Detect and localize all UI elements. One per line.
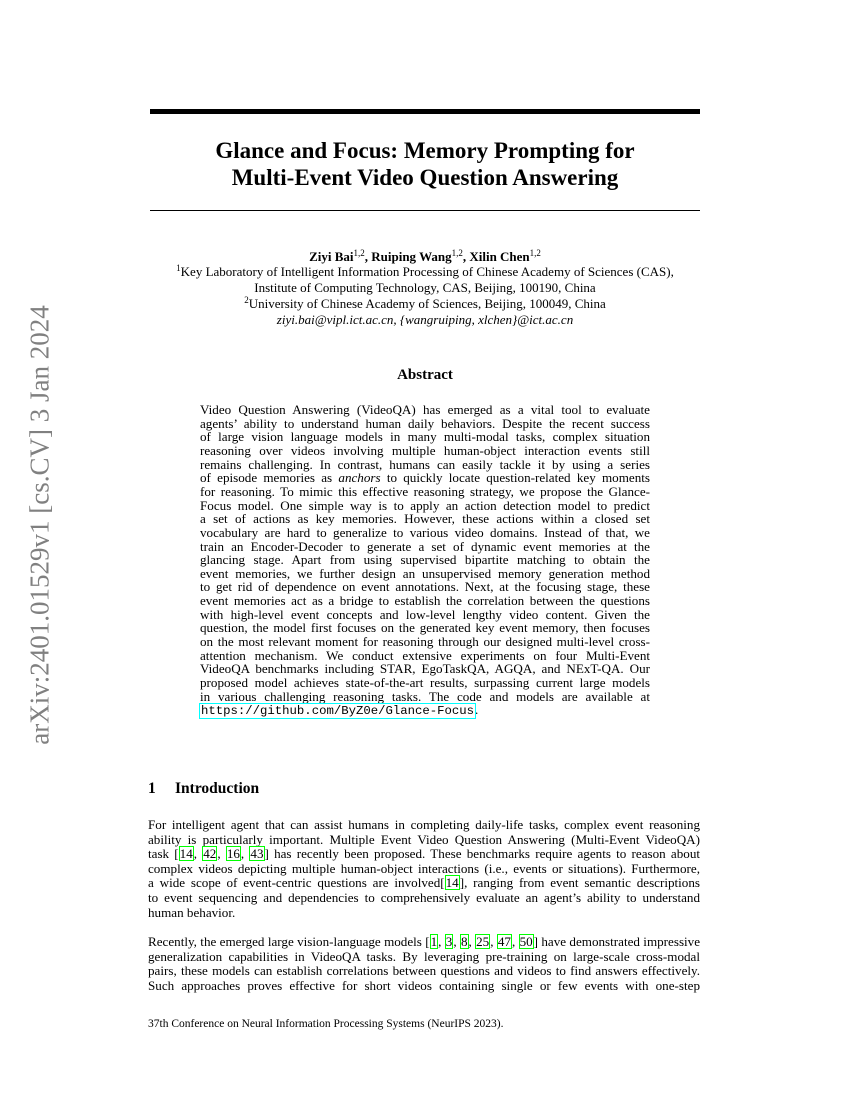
text-line — [148, 906, 700, 920]
text-run: Such approaches proves effective for short videos containing single or few events with one-step — [148, 977, 700, 993]
affiliation-2 — [150, 296, 700, 312]
text-run: in various challenging reasoning tasks. The code and models are available at — [200, 688, 650, 704]
title-bottom-rule — [150, 210, 700, 211]
text-run: , — [438, 934, 445, 949]
citation-link[interactable]: 1 — [430, 934, 438, 949]
text-run: a set of actions as key memories. However, these actions within a closed set — [200, 511, 650, 527]
text-run: , — [240, 846, 250, 862]
citation-link[interactable]: 3 — [445, 934, 453, 949]
author-list — [150, 249, 700, 265]
paper-title-line-1: Glance and Focus: Memory Prompting for — [215, 138, 635, 163]
text-run: to event sequencing and dependencies to comprehensively evaluate an agent’s ability to understand — [148, 890, 700, 905]
conference-footnote: 37th Conference on Neural Information Processing Systems (NeurIPS 2023). — [148, 1018, 504, 1030]
text-run: . — [475, 702, 479, 718]
paper-title-line-2: Multi-Event Video Question Answering — [231, 165, 619, 190]
author-name: Xilin Chen — [469, 249, 530, 264]
affiliation-1-cont: Institute of Computing Technology, CAS, Beijing, 100190, China — [254, 280, 596, 295]
text-run: VideoQA benchmarks including STAR, EgoTaskQA, AGQA, and NExT-QA. Our — [200, 661, 650, 677]
text-line — [148, 818, 700, 832]
text-line — [148, 862, 700, 876]
citation-link[interactable]: 50 — [519, 934, 533, 949]
text-line — [148, 847, 700, 861]
text-run: of large vision language models in many multi-modal tasks, complex situation — [200, 429, 650, 445]
text-run: , — [511, 934, 519, 949]
code-repository-link[interactable]: https://github.com/ByZ0e/Glance-Focus — [201, 704, 475, 719]
author-affiliation: 1,2 — [353, 248, 365, 258]
text-line — [148, 935, 700, 949]
text-run: ], ranging from event semantic descriptions — [459, 875, 700, 891]
text-run: to quickly locate question-related key moments — [380, 470, 650, 486]
author-separator: , — [462, 249, 470, 264]
text-run: vocabulary are hard to generalize to various video domains. Instead of that, we — [200, 524, 650, 540]
text-run: Recently, the emerged large vision-language models [ — [148, 934, 430, 949]
text-run: task [ — [148, 846, 179, 862]
citation-link[interactable]: 47 — [497, 934, 511, 949]
text-run: , — [193, 846, 203, 862]
citation-link[interactable]: 8 — [460, 934, 468, 949]
text-run: on the most relevant moment for reasoning through our designed multi-level cross- — [200, 634, 650, 650]
text-run: a wide scope of event-centric questions are involved[ — [148, 875, 445, 891]
text-line — [148, 950, 700, 964]
text-run: remains challenging. In contrast, humans can easily tackle it by using a series — [200, 456, 650, 472]
text-line — [200, 703, 650, 718]
text-run: ] have demonstrated impressive — [533, 934, 701, 949]
text-run: of episode memories as — [200, 470, 339, 486]
section-heading-introduction — [148, 780, 259, 798]
text-run: generalization capabilities in VideoQA tasks. By leveraging pre-training on large-scale cross-modal — [148, 948, 700, 964]
arxiv-identifier-stamp: arXiv:2401.01529v1 [cs.CV] 3 Jan 2024 — [24, 305, 55, 745]
affiliation-text: Key Laboratory of Intelligent Information Processing of Chinese Academy of Sciences (CAS), — [180, 264, 674, 279]
citation-link[interactable]: 14 — [445, 875, 459, 891]
text-line — [148, 833, 700, 847]
text-line — [148, 964, 700, 978]
text-run: , — [468, 934, 476, 949]
text-run: ability is particularly important. Multiple Event Video Question Answering (Multi-Event VideoQA) — [148, 831, 700, 847]
text-run: Focus model. One simple way is to apply an action detection model to predict — [200, 497, 650, 513]
text-run: for reasoning. To mimic this effective reasoning strategy, we propose the Glance- — [200, 483, 650, 499]
author-name: Ziyi Bai — [309, 249, 354, 264]
text-line — [200, 690, 650, 704]
text-run: ] has recently been proposed. These benchmarks require agents to reason about — [264, 846, 701, 862]
affiliation-text: University of Chinese Academy of Sciences, Beijing, 100049, China — [248, 296, 606, 311]
text-run: , — [453, 934, 460, 949]
text-run: For intelligent agent that can assist humans in completing daily-life tasks, complex event reasoning — [148, 817, 700, 832]
title-top-rule — [150, 109, 700, 114]
text-run: event memories act as a bridge to establish the correlation between the questions — [200, 593, 650, 609]
author-emails: ziyi.bai@vipl.ict.ac.cn, {wangruiping, xlchen}@ict.ac.cn — [276, 312, 574, 327]
text-run: agents’ ability to understand human daily behaviors. Despite the recent success — [200, 415, 650, 431]
text-run: reasoning over videos involving multiple human-object interaction events still — [200, 442, 650, 458]
text-run: complex videos depicting multiple human-object interactions (i.e., events or situations). Furthermore, — [148, 860, 700, 876]
citation-link[interactable]: 25 — [476, 934, 490, 949]
text-run: to get rid of dependence on event annotations. Next, at the focusing stage, these — [200, 579, 650, 595]
citation-link[interactable]: 43 — [250, 846, 264, 862]
emphasized-text: anchors — [338, 470, 381, 486]
citation-link[interactable]: 16 — [226, 846, 240, 862]
citation-link[interactable]: 14 — [179, 846, 193, 862]
text-line — [148, 876, 700, 890]
citation-link[interactable]: 42 — [203, 846, 217, 862]
section-title: Introduction — [175, 780, 260, 797]
author-name: Ruiping Wang — [371, 249, 452, 264]
text-run: with high-level event concepts and low-level lengthy video content. Given the — [200, 606, 650, 622]
affiliation-mark: 2 — [244, 295, 249, 305]
text-run: train an Encoder-Decoder to generate a set of dynamic event memories at the — [200, 538, 650, 554]
text-run: human behavior. — [148, 904, 236, 920]
text-run: attention mechanism. We conduct extensive experiments on four Multi-Event — [200, 647, 650, 663]
affiliation-1 — [150, 264, 700, 280]
text-line — [148, 979, 700, 993]
text-run: event memories, we further design an unsupervised memory generation method — [200, 565, 650, 581]
text-run: , — [490, 934, 497, 949]
abstract-heading: Abstract — [397, 367, 453, 383]
text-run: Video Question Answering (VideoQA) has emerged as a vital tool to evaluate — [200, 402, 650, 417]
author-affiliation: 1,2 — [529, 248, 541, 258]
text-run: proposed model achieves state-of-the-art results, surpassing current large models — [200, 675, 650, 690]
author-separator: , — [364, 249, 372, 264]
author-affiliation: 1,2 — [451, 248, 463, 258]
text-run: , — [217, 846, 226, 862]
section-number: 1 — [148, 780, 156, 797]
text-run: glancing stage. Apart from using supervised bipartite matching to obtain the — [200, 552, 650, 568]
text-run: question, the model first focuses on the generated key event memory, then focuses — [200, 620, 650, 636]
text-run: pairs, these models can establish correlations between questions and videos to find answers effectively. — [148, 963, 700, 979]
text-line — [148, 891, 700, 905]
affiliation-mark: 1 — [176, 263, 181, 273]
